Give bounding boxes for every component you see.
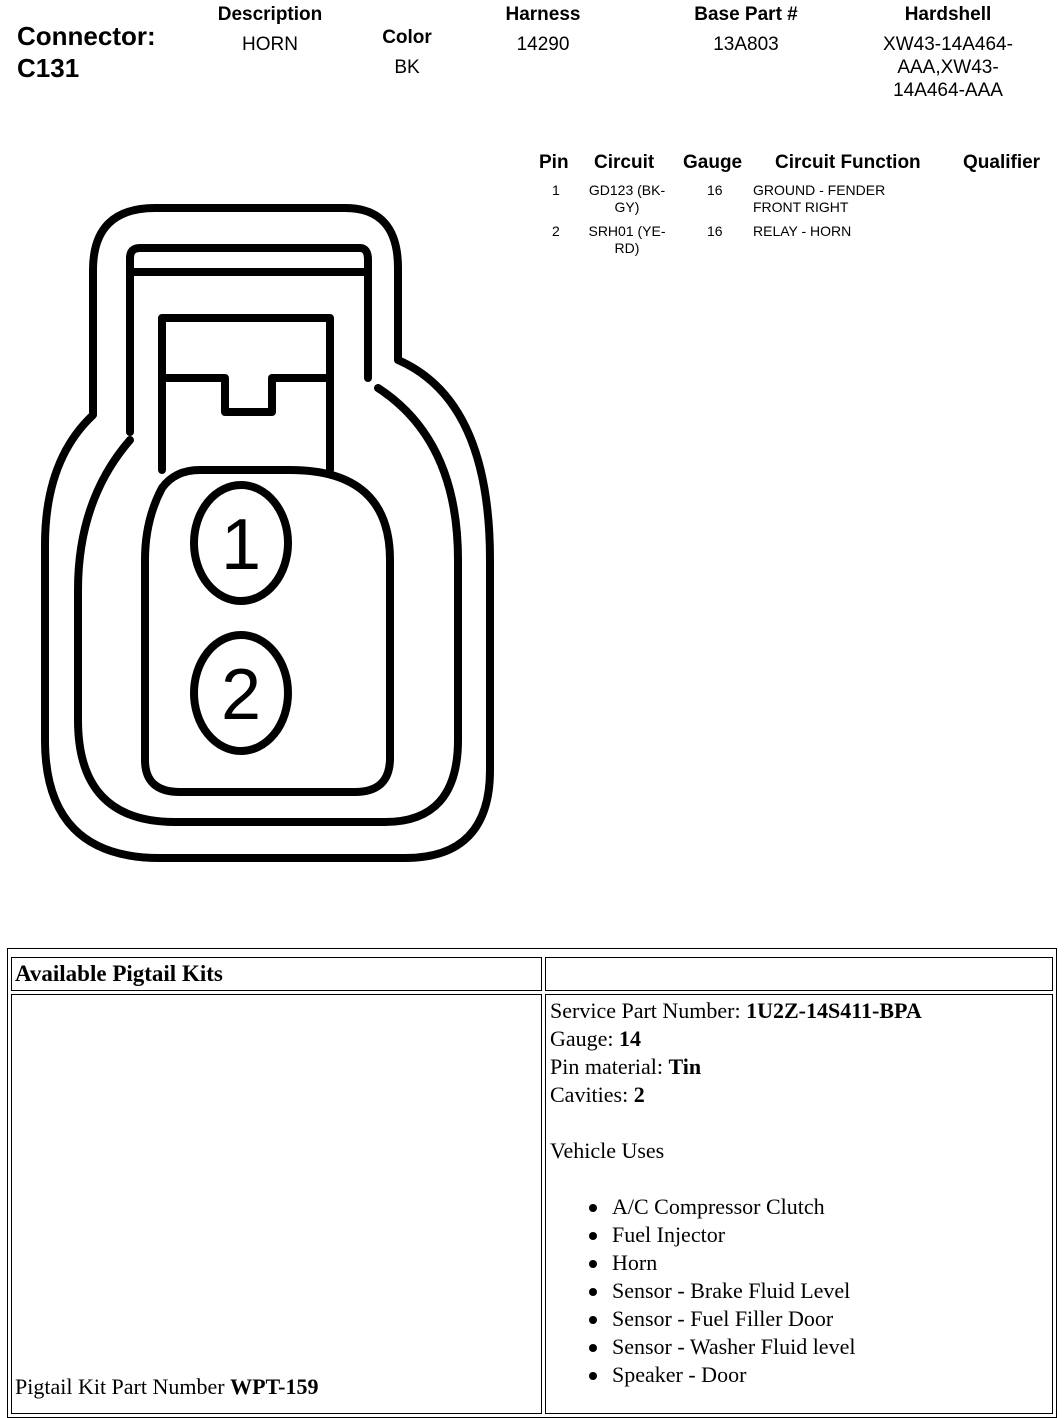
- circuit-line: GY): [614, 199, 640, 215]
- gauge-cell: 16: [707, 182, 723, 198]
- housing-outline: [45, 208, 490, 858]
- base-part-column: [666, 4, 826, 56]
- bullet-icon: [589, 1204, 597, 1212]
- hardshell-line: XW43-14A464-: [883, 34, 1013, 55]
- vehicle-use-text: Sensor - Brake Fluid Level: [612, 1278, 851, 1303]
- vehicle-use-item: [550, 1305, 1050, 1333]
- hardshell-label: Hardshell: [904, 4, 992, 25]
- base-part-value: 13A803: [713, 34, 779, 55]
- vehicle-use-text: Horn: [612, 1250, 658, 1275]
- circuit-cell: [576, 182, 678, 216]
- vehicle-use-text: A/C Compressor Clutch: [612, 1194, 825, 1219]
- qualifier-header: Qualifier: [963, 152, 1041, 173]
- pin-label-1: 1: [220, 505, 262, 585]
- cavities-line: [550, 1081, 1050, 1109]
- pigtail-kit-label: Pigtail Kit Part Number: [15, 1374, 231, 1399]
- function-line: GROUND - FENDER: [753, 182, 886, 198]
- pigtail-details: [550, 997, 1050, 1389]
- gauge-label: Gauge:: [550, 1026, 620, 1051]
- hardshell-line: 14A464-AAA: [893, 80, 1003, 101]
- service-part-value: 1U2Z-14S411-BPA: [746, 998, 922, 1023]
- hardshell-line: AAA,XW43-: [897, 57, 999, 78]
- description-value: HORN: [242, 34, 298, 55]
- gauge-line: [550, 1025, 1050, 1053]
- function-line: FRONT RIGHT: [753, 199, 849, 215]
- latch-tab: [162, 378, 330, 412]
- color-label: Color: [382, 27, 432, 48]
- bullet-icon: [589, 1288, 597, 1296]
- connector-title: [17, 20, 156, 84]
- pin-material-label: Pin material:: [550, 1054, 669, 1079]
- vehicle-use-item: [550, 1361, 1050, 1389]
- vehicle-use-text: Speaker - Door: [612, 1362, 747, 1387]
- vehicle-use-item: [550, 1249, 1050, 1277]
- circuit-line: RD): [614, 240, 640, 256]
- circuit-line: SRH01 (YE-: [588, 223, 666, 239]
- pin-label-2: 2: [220, 655, 262, 735]
- bullet-icon: [589, 1344, 597, 1352]
- circuit-line: GD123 (BK-: [588, 182, 666, 198]
- bullet-icon: [589, 1232, 597, 1240]
- hardshell-column: [868, 4, 1028, 102]
- connector-label: Connector:: [17, 21, 156, 51]
- vehicle-uses-list: [550, 1193, 1050, 1389]
- base-part-label: Base Part #: [694, 4, 798, 25]
- circuit-header: Circuit: [594, 152, 655, 173]
- description-label: Description: [217, 4, 323, 25]
- bullet-icon: [589, 1260, 597, 1268]
- service-part-label: Service Part Number:: [550, 998, 747, 1023]
- gauge-cell: 16: [707, 223, 723, 239]
- vehicle-uses-label: Vehicle Uses: [550, 1138, 665, 1163]
- pigtail-empty-header-cell: [545, 957, 1053, 991]
- harness-column: [473, 4, 613, 56]
- vehicle-use-text: Sensor - Washer Fluid level: [612, 1334, 856, 1359]
- pin-number: 2: [552, 223, 560, 239]
- pin-material-line: [550, 1053, 1050, 1081]
- description-column: [190, 4, 350, 56]
- cavities-label: Cavities:: [550, 1082, 634, 1107]
- harness-label: Harness: [505, 4, 581, 25]
- pigtail-kit-number: [15, 1373, 319, 1401]
- gauge-value: 14: [619, 1026, 642, 1051]
- vehicle-use-item: [550, 1193, 1050, 1221]
- latch-window: [162, 318, 330, 470]
- vehicle-use-item: [550, 1333, 1050, 1361]
- pigtail-kit-value: WPT-159: [230, 1374, 319, 1399]
- connector-id: C131: [17, 53, 80, 83]
- function-cell: [753, 182, 885, 216]
- vehicle-use-item: [550, 1221, 1050, 1249]
- bullet-icon: [589, 1316, 597, 1324]
- vehicle-use-text: Fuel Injector: [612, 1222, 726, 1247]
- pigtail-title: Available Pigtail Kits: [15, 961, 223, 986]
- pin-header: Pin: [539, 152, 569, 173]
- function-cell: [753, 223, 851, 240]
- vehicle-use-item: [550, 1277, 1050, 1305]
- connector-face-diagram: [0, 190, 520, 880]
- harness-value: 14290: [516, 34, 570, 55]
- circuit-function-header: Circuit Function: [775, 152, 921, 173]
- service-part-line: [550, 997, 1050, 1025]
- pin-material-value: Tin: [668, 1054, 702, 1079]
- vehicle-use-text: Sensor - Fuel Filler Door: [612, 1306, 834, 1331]
- pigtail-kit-cell: [11, 994, 542, 1414]
- cavities-value: 2: [633, 1082, 645, 1107]
- color-value: BK: [394, 57, 420, 78]
- color-column: [357, 27, 457, 79]
- pin-number: 1: [552, 182, 560, 198]
- circuit-cell: [576, 223, 678, 257]
- bullet-icon: [589, 1372, 597, 1380]
- function-line: RELAY - HORN: [753, 223, 852, 239]
- gauge-header: Gauge: [683, 152, 743, 173]
- inner-shell: [78, 388, 458, 822]
